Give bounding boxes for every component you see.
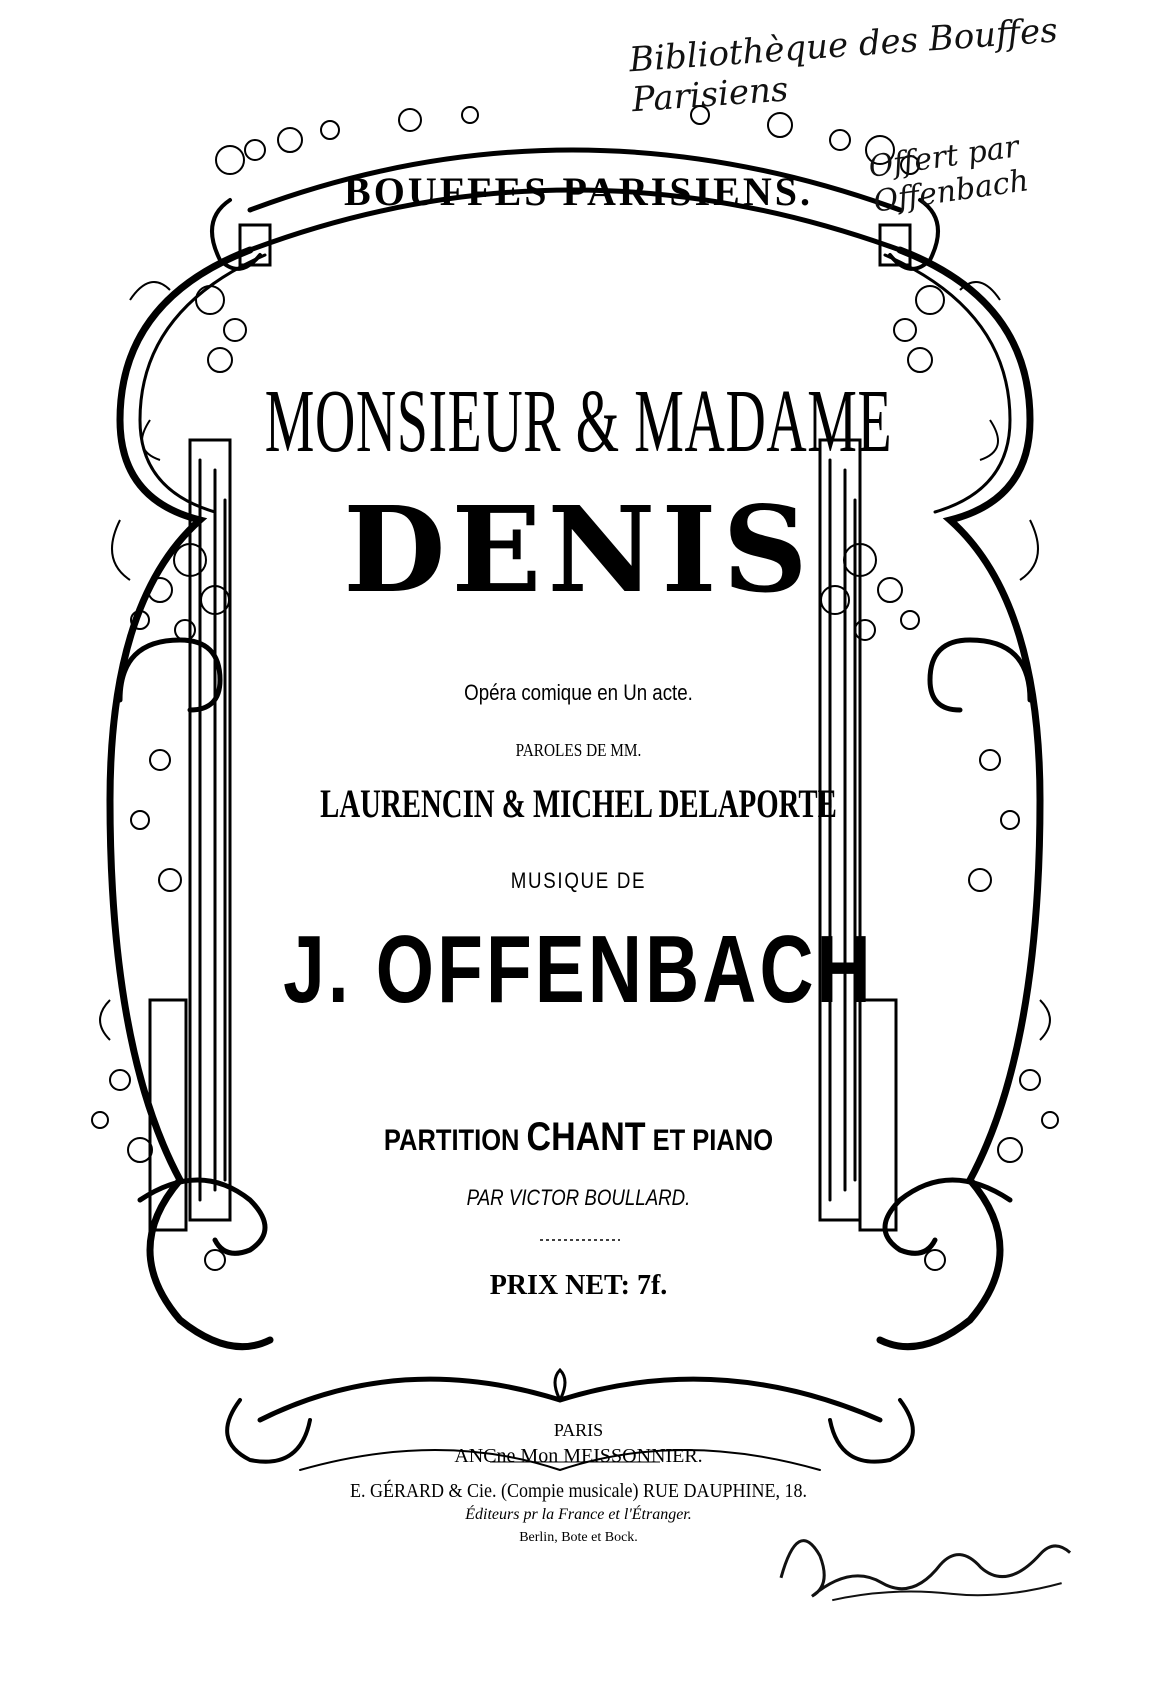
- score-type: [87, 1115, 1070, 1160]
- imprint-city: PARIS: [553, 1420, 604, 1440]
- music-credit-label: MUSIQUE DE: [510, 868, 647, 893]
- theatre-name: BOUFFES PARISIENS.: [344, 169, 813, 214]
- handwritten-signature: [767, 1492, 1092, 1619]
- score-type-part2: CHANT: [526, 1115, 646, 1159]
- imprint-territory: Éditeurs pr la France et l'Étranger.: [465, 1506, 692, 1523]
- imprint-publisher: E. GÉRARD & Cie. (Compie musicale) RUE DAUPHINE, 18.: [350, 1480, 807, 1502]
- imprint-formerly: ANCne Mon MEISSONNIER.: [454, 1445, 703, 1467]
- arranger-credit: PAR VICTOR BOULLARD.: [466, 1185, 691, 1210]
- handwritten-side-note: Offert par Offenbach: [866, 129, 1031, 220]
- title-line-1: MONSIEUR & MADAME: [264, 372, 893, 471]
- handwritten-library-note: Bibliothèque des Bouffes Parisiens: [627, 10, 1059, 121]
- bottom-cartouche: [260, 1379, 880, 1420]
- imprint-foreign: Berlin, Bote et Bock.: [519, 1530, 638, 1545]
- score-type-part3: ET PIANO: [652, 1124, 774, 1157]
- genre-line: Opéra comique en Un acte.: [464, 680, 693, 705]
- title-line-2: DENIS: [343, 480, 814, 619]
- lyrics-credit-label: PAROLES DE MM.: [515, 740, 642, 760]
- librettists: LAURENCIN & MICHEL DELAPORTE: [320, 781, 837, 826]
- price: PRIX NET: 7f.: [489, 1270, 668, 1301]
- composer-name: J. OFFENBACH: [283, 916, 874, 1023]
- score-type-part1: PARTITION: [383, 1124, 520, 1157]
